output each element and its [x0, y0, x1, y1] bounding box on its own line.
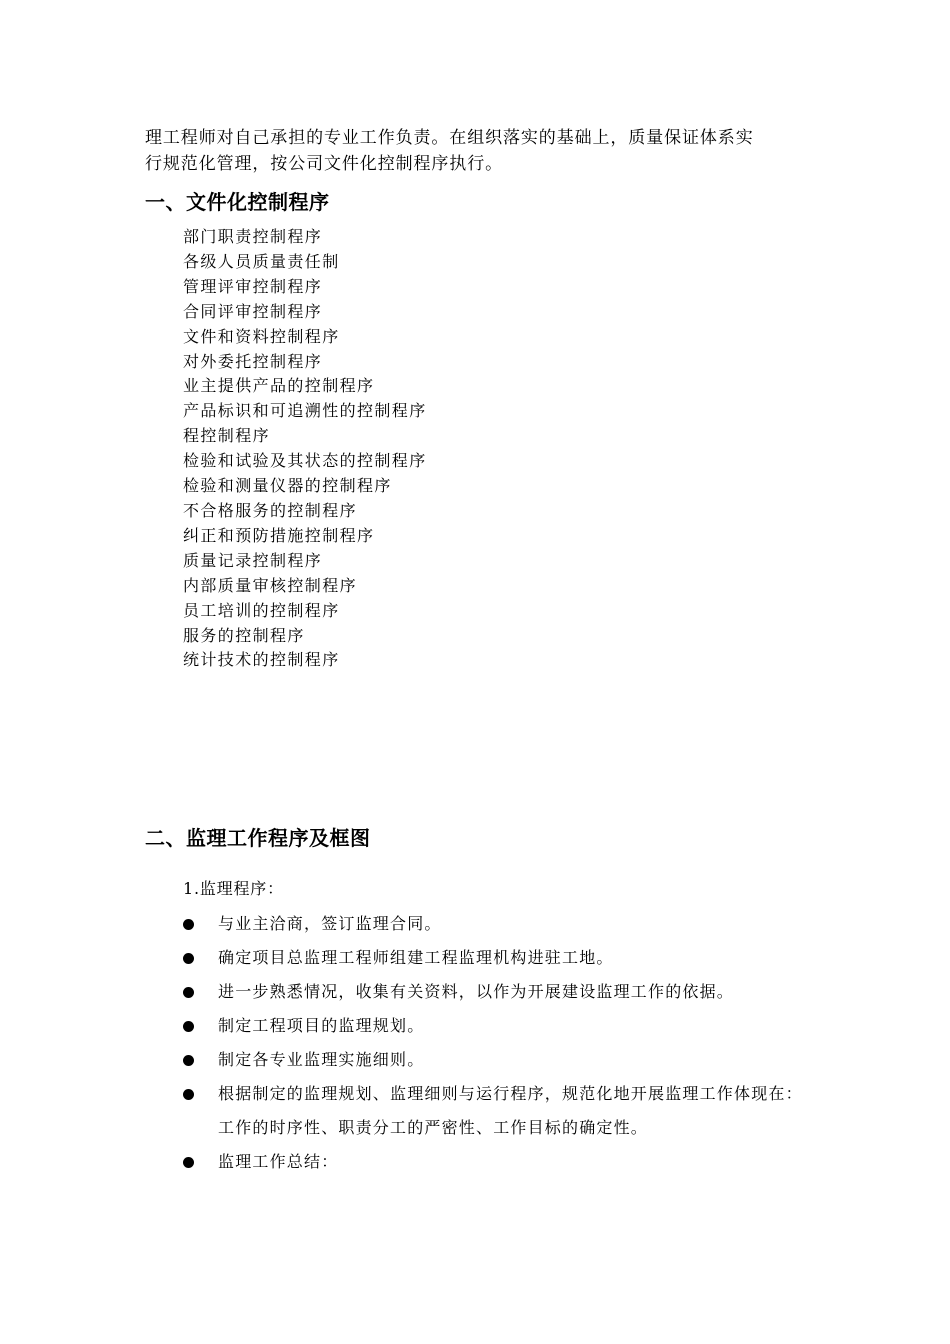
list-item: 统计技术的控制程序: [183, 650, 340, 670]
step-text: 制定工程项目的监理规划。: [218, 1016, 425, 1035]
list-item: 员工培训的控制程序: [183, 600, 340, 620]
list-item: 对外委托控制程序: [183, 351, 323, 371]
bullet-icon: [183, 1055, 194, 1066]
step-text: 制定各专业监理实施细则。: [218, 1050, 425, 1069]
list-item: 各级人员质量责任制: [183, 251, 340, 271]
list-item: 程控制程序: [183, 426, 271, 446]
step-text: 监理工作总结：: [218, 1152, 339, 1171]
list-item: 业主提供产品的控制程序: [183, 376, 375, 396]
step-text: 与业主洽商，签订监理合同。: [218, 914, 442, 933]
bullet-icon: [183, 919, 194, 930]
intro-line-2: 行规范化管理，按公司文件化控制程序执行。: [145, 154, 503, 174]
list-item: 管理评审控制程序: [183, 276, 323, 296]
bullet-icon: [183, 953, 194, 964]
list-item: 质量记录控制程序: [183, 550, 323, 570]
section-1-heading: 一、文件化控制程序: [145, 190, 330, 214]
list-item: 服务的控制程序: [183, 625, 305, 645]
bullet-icon: [183, 1021, 194, 1032]
control-procedure-list: [183, 225, 427, 673]
list-item: 产品标识和可追溯性的控制程序: [183, 401, 427, 421]
list-item: 部门职责控制程序: [183, 227, 323, 246]
supervision-procedure-subtitle: 1.监理程序：: [183, 879, 284, 898]
supervision-step-list: [183, 907, 808, 1179]
step-item: [183, 1077, 808, 1145]
list-item: 合同评审控制程序: [183, 301, 323, 321]
step-text: 进一步熟悉情况，收集有关资料，以作为开展建设监理工作的依据。: [218, 982, 735, 1001]
bullet-icon: [183, 1089, 194, 1100]
intro-line-1: 理工程师对自己承担的专业工作负责。在组织落实的基础上，质量保证体系实: [145, 128, 754, 148]
list-item: 内部质量审核控制程序: [183, 575, 358, 595]
step-item: [183, 941, 808, 975]
step-text: 确定项目总监理工程师组建工程监理机构进驻工地。: [218, 948, 614, 967]
bullet-icon: [183, 1157, 194, 1168]
list-item: 检验和测量仪器的控制程序: [183, 476, 392, 496]
list-item: 不合格服务的控制程序: [183, 500, 358, 520]
step-text: 根据制定的监理规划、监理细则与运行程序，规范化地开展监理工作体现在：工作的时序性、职责分工的严密性、工作目标的确定性。: [218, 1084, 803, 1137]
list-item: 文件和资料控制程序: [183, 326, 340, 346]
section-2-heading: 二、监理工作程序及框图: [145, 826, 371, 850]
intro-paragraph: [145, 125, 810, 177]
step-item: [183, 1009, 808, 1043]
step-item: [183, 1043, 808, 1077]
step-item: [183, 907, 808, 941]
step-item: [183, 1145, 808, 1179]
list-item: 检验和试验及其状态的控制程序: [183, 451, 427, 471]
bullet-icon: [183, 987, 194, 998]
step-item: [183, 975, 808, 1009]
list-item: 纠正和预防措施控制程序: [183, 525, 375, 545]
